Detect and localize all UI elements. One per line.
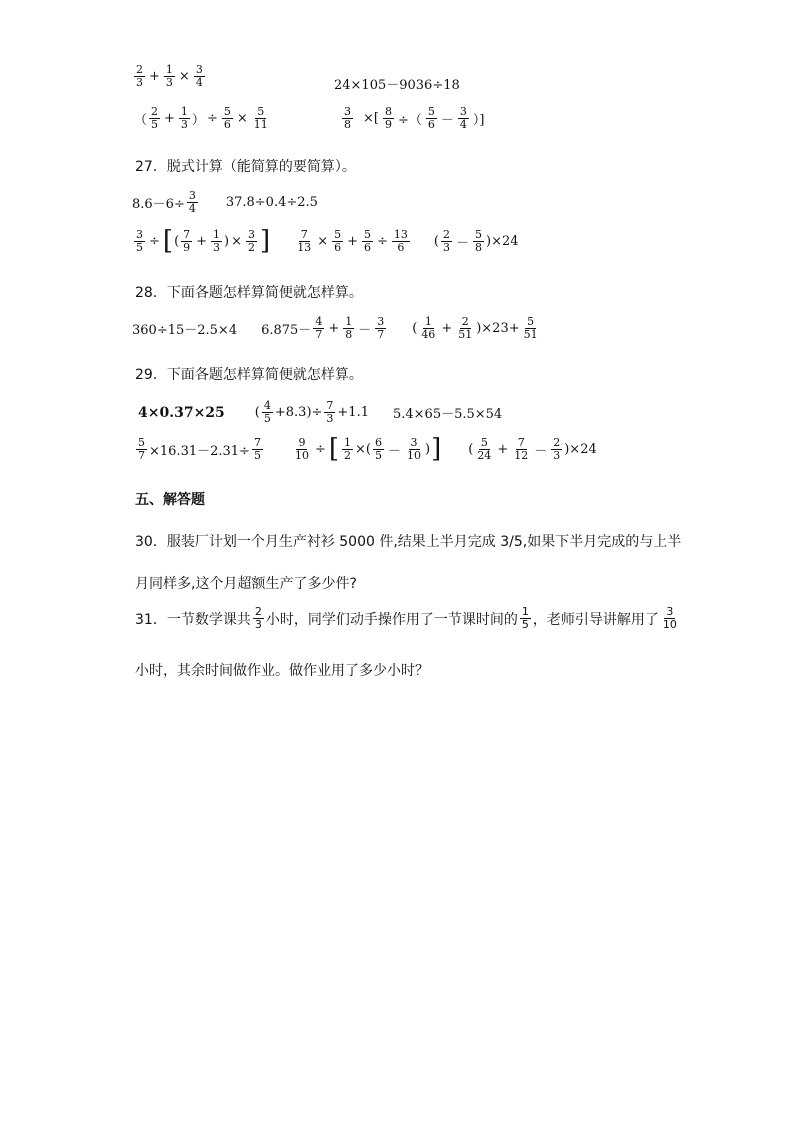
expr-row1-a: $\frac{2}{3}$ + $\frac{1}{3}$ × $\frac{3}{4}$ <box>136 63 203 89</box>
expr-row2-b: $\frac{3}{8}$ ×[ $\frac{8}{9}$ ÷（ $\frac{5}{6}$ － $\frac{3}{4}$ ）] <box>344 105 485 131</box>
q29-row1: 4×0.37×25 ( $\frac{4}{5}$ +8.3)÷ $\frac{7}{3}$ +1.1 5.4×65－5.5×54 <box>138 399 503 425</box>
q27-row1: 8.6－6÷ $\frac{3}{4}$ 37.8÷0.4÷2.5 <box>132 189 318 215</box>
q29-row2: $\frac{5}{7}$ ×16.31－2.31÷ $\frac{7}{5}$ $\frac{9}{10}$ ÷ [ $\frac{1}{2}$ ×( $\frac{6}{5}$ － $\frac{3}{10}$ ) ] ( $\frac{5}{24}$ + $\frac{7}{12}$ － $\frac{2}{3}$ )×24 <box>138 434 597 464</box>
q27-title: 27．脱式计算（能简算的要简算）。 <box>135 159 356 175</box>
q28-title: 28．下面各题怎样算简便就怎样算。 <box>135 285 363 301</box>
q29-title: 29．下面各题怎样算简便就怎样算。 <box>135 367 363 383</box>
expr-row2-a: （ $\frac{2}{5}$ + $\frac{1}{3}$ ） ÷ $\frac{5}{6}$ × $\frac{5}{11}$ <box>134 105 268 131</box>
fraction: $\frac{2}{3}$ <box>136 63 143 89</box>
section-5-heading: 五、解答题 <box>135 492 205 508</box>
q27-row2: $\frac{3}{5}$ ÷ [ ( $\frac{7}{9}$ + $\frac{1}{3}$ ) × $\frac{3}{2}$ ] $\frac{7}{13}$ × $\frac{5}{6}$ + $\frac{5}{6}$ ÷ $\frac{13}{6}$ ( $\frac{2}{3}$ － $\frac{5}{8}$ )×24 <box>136 226 519 256</box>
fraction: $\frac{1}{3}$ <box>165 63 173 89</box>
q31-line2: 小时，其余时间做作业。做作业用了多少小时？ <box>135 663 429 679</box>
q28-row: 360÷15－2.5×4 6.875－ $\frac{4}{7}$ + $\frac{1}{8}$ － $\frac{3}{7}$ ( $\frac{1}{46}$ + $\frac{2}{51}$ )×23+ $\frac{5}{51}$ <box>132 315 538 341</box>
q31-line1: 31．一节数学课共 $\frac{2}{3}$ 小时，同学们动手操作用了一节课时间的 $\frac{1}{5}$ ，老师引导讲解用了 $\frac{3}{10}$ <box>135 605 677 631</box>
expr-row1-b: 24×105－9036÷18 <box>334 78 460 93</box>
q30-line1: 30．服装厂计划一个月生产衬衫 5000 件,结果上半月完成 3/5,如果下半月完成的与上半 <box>135 534 682 550</box>
fraction: $\frac{3}{4}$ <box>195 63 203 89</box>
q30-line2: 月同样多,这个月超额生产了多少件? <box>135 576 357 592</box>
